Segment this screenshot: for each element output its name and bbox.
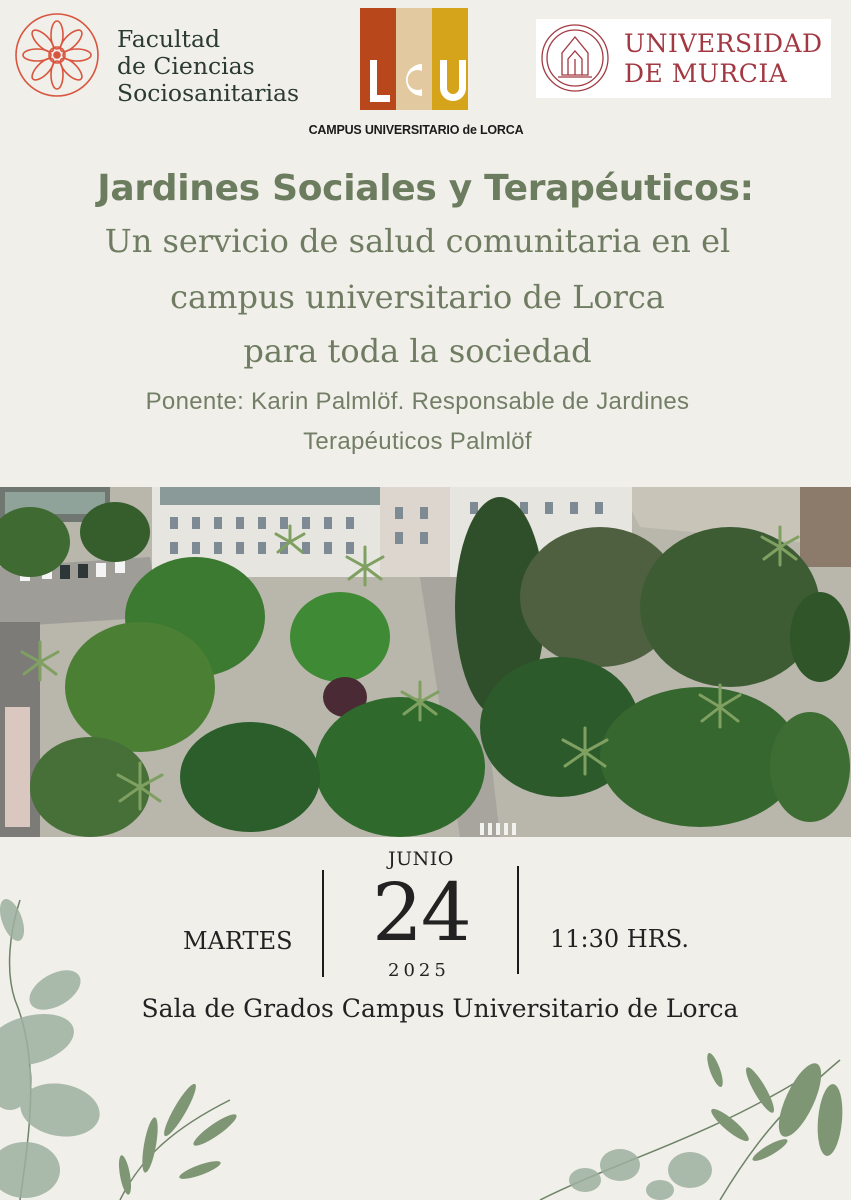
faculty-name-line1: Facultad — [117, 25, 221, 53]
university-name-line2: DE MURCIA — [624, 59, 788, 88]
speaker-line2: Terapéuticos Palmlöf — [303, 428, 532, 455]
divider-right — [517, 866, 519, 974]
event-subtitle-line3: para toda la sociedad — [243, 332, 592, 370]
event-venue: Sala de Grados Campus Universitario de Lorca — [141, 994, 739, 1023]
event-subtitle-line2: campus universitario de Lorca — [170, 278, 665, 316]
eucalyptus-leaves-right-icon — [500, 1040, 851, 1200]
speaker-line1: Ponente: Karin Palmlöf. Responsable de Jardines — [145, 388, 690, 415]
lcu-logo-icon — [360, 8, 468, 110]
faculty-flower-icon — [12, 10, 102, 100]
campus-aerial-photo — [0, 487, 851, 837]
university-name-line1: UNIVERSIDAD — [624, 29, 823, 58]
event-month: JUNIO — [388, 848, 454, 870]
event-time: 11:30 HRS. — [550, 925, 690, 953]
faculty-name — [117, 26, 299, 107]
event-day: 24 — [372, 866, 470, 959]
eucalyptus-leaves-left-icon — [0, 880, 260, 1200]
event-title: Jardines Sociales y Terapéuticos: — [97, 168, 754, 209]
university-seal-icon — [540, 23, 610, 93]
lcu-caption: CAMPUS UNIVERSITARIO de LORCA — [308, 123, 524, 137]
faculty-name-line2: de Ciencias — [117, 52, 255, 80]
event-weekday: MARTES — [183, 927, 293, 955]
university-logo — [536, 19, 831, 98]
university-name — [624, 29, 823, 89]
event-subtitle-line1: Un servicio de salud comunitaria en el — [104, 222, 731, 260]
faculty-name-line3: Sociosanitarias — [117, 79, 300, 107]
divider-left — [322, 870, 324, 977]
event-year: 2025 — [388, 960, 450, 981]
